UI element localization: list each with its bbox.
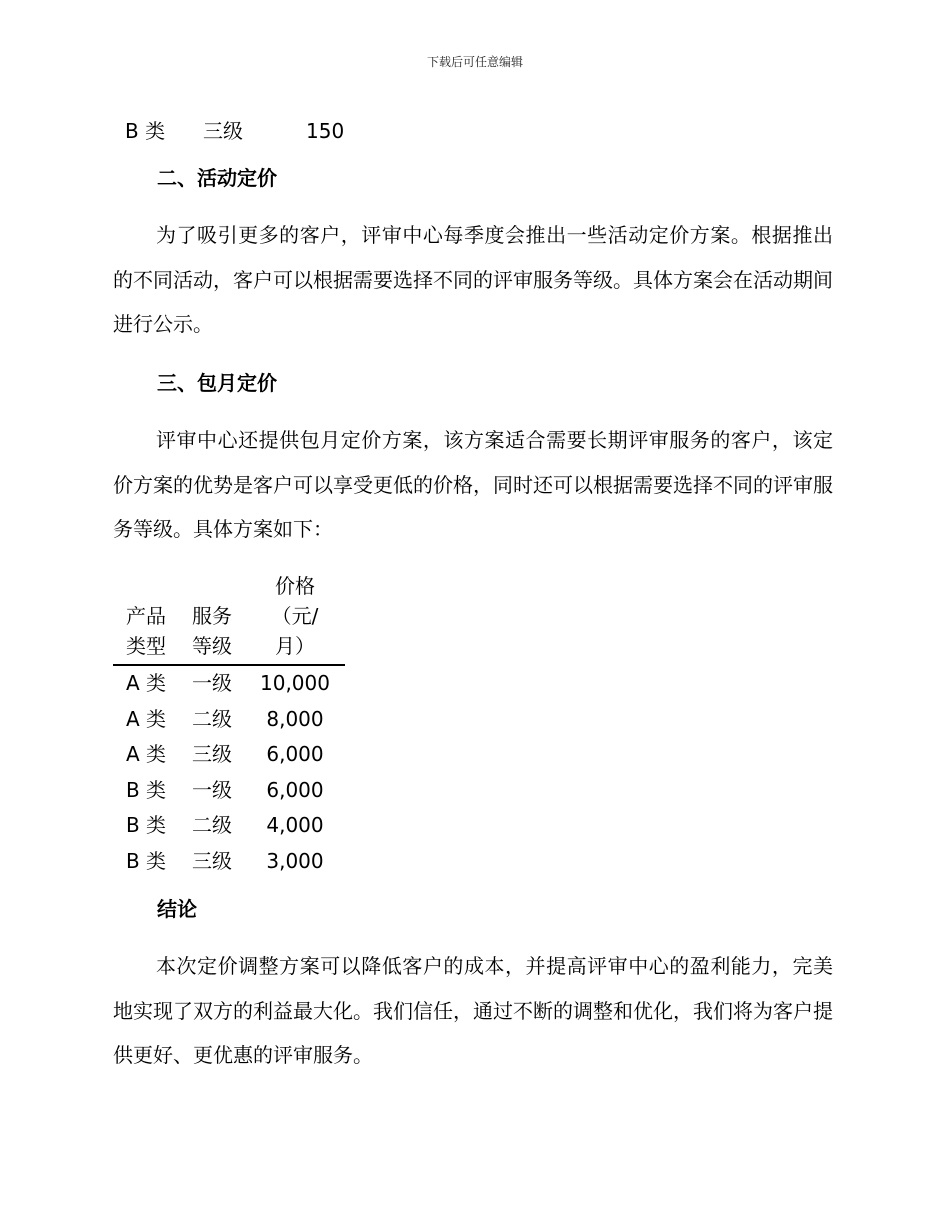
- cell-product-type: A 类: [125, 706, 167, 731]
- page-header: 下载后可任意编辑: [426, 55, 523, 69]
- cell-price: 10,000: [260, 671, 330, 695]
- top-row-level: 三级: [203, 119, 243, 143]
- table-row: [113, 844, 345, 880]
- cell-service-level: 三级: [192, 742, 232, 766]
- section-heading-conclusion: 结论: [157, 897, 197, 921]
- column-header-price: 价格（元/月）: [245, 571, 345, 665]
- monthly-pricing-paragraph: 评审中心还提供包月定价方案，该方案适合需要长期评审服务的客户，该定价方案的优势是客户可以享受更低的价格，同时还可以根据需要选择不同的评审服务等级。具体方案如下：: [113, 428, 833, 541]
- cell-service-level: 一级: [192, 777, 232, 802]
- top-row-type: B 类: [125, 119, 166, 143]
- column-header-service-level: 服务等级: [179, 571, 245, 665]
- cell-service-level: 二级: [192, 706, 232, 731]
- section-heading-activity-pricing: 二、活动定价: [157, 166, 277, 190]
- column-header-product-type: 产品类型: [113, 571, 179, 665]
- cell-price: 8,000: [266, 706, 324, 731]
- cell-product-type: B 类: [125, 777, 167, 802]
- cell-product-type: A 类: [125, 671, 167, 695]
- cell-product-type: A 类: [125, 742, 167, 766]
- pricing-table: [113, 571, 345, 879]
- cell-service-level: 三级: [192, 848, 232, 873]
- table-row: [113, 737, 345, 773]
- cell-price: 3,000: [266, 848, 324, 873]
- table-header-row: [113, 571, 345, 665]
- table-row: [113, 665, 345, 702]
- cell-price: 6,000: [266, 742, 324, 766]
- activity-pricing-paragraph: 为了吸引更多的客户，评审中心每季度会推出一些活动定价方案。根据推出的不同活动，客户可以根据需要选择不同的评审服务等级。具体方案会在活动期间进行公示。: [113, 223, 833, 336]
- top-row-price: 150: [306, 119, 345, 143]
- section-heading-monthly-pricing: 三、包月定价: [157, 371, 277, 395]
- conclusion-paragraph: 本次定价调整方案可以降低客户的成本，并提高评审中心的盈利能力，完美地实现了双方的利益最大化。我们信任，通过不断的调整和优化，我们将为客户提供更好、更优惠的评审服务。: [113, 954, 833, 1067]
- cell-price: 4,000: [266, 813, 324, 837]
- cell-product-type: B 类: [125, 813, 167, 837]
- cell-price: 6,000: [266, 777, 324, 802]
- cell-product-type: B 类: [125, 848, 167, 873]
- table-row: [113, 702, 345, 738]
- cell-service-level: 一级: [192, 671, 232, 695]
- cell-service-level: 二级: [192, 813, 232, 837]
- table-row: [113, 773, 345, 809]
- table-row: [113, 808, 345, 844]
